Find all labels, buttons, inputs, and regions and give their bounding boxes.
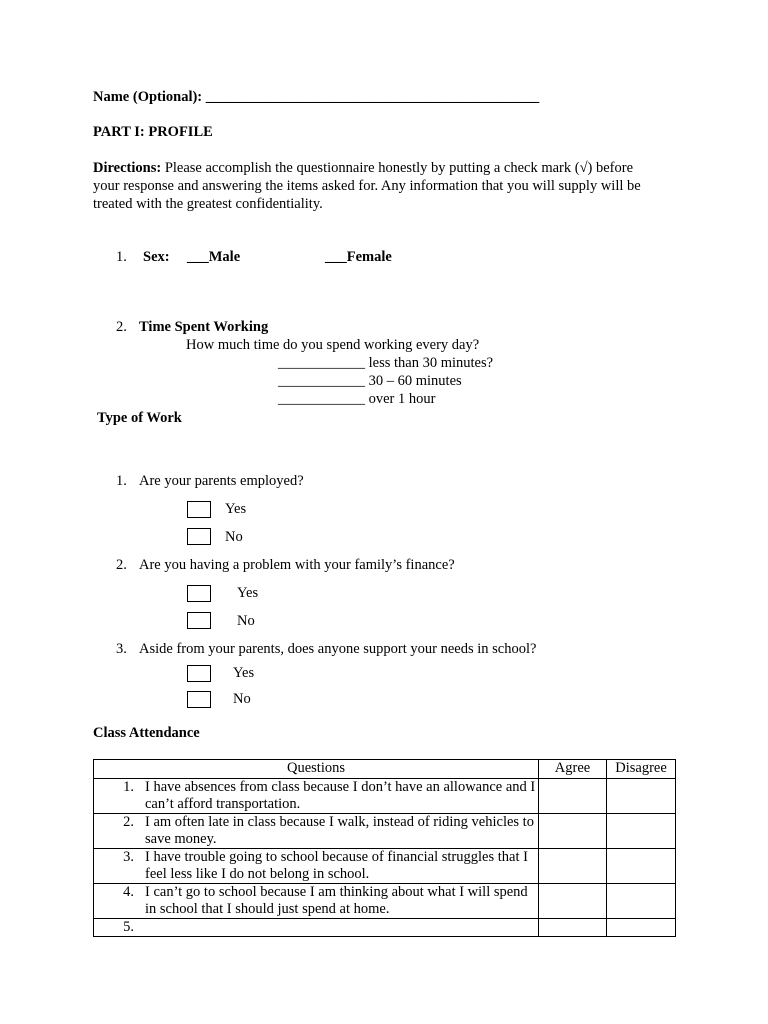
time-option[interactable]: ____________ 30 – 60 minutes <box>278 373 462 389</box>
option-label-yes: Yes <box>233 665 255 681</box>
question-number: 2. <box>116 557 127 573</box>
row-number: 4. <box>123 884 134 900</box>
type-of-work-heading: Type of Work <box>97 410 182 426</box>
disagree-cell[interactable] <box>607 849 676 884</box>
agree-cell[interactable] <box>539 884 607 919</box>
directions-line-1: Directions: Please accomplish the questionnaire honestly by putting a check mark (√) before <box>93 160 634 176</box>
row-number: 1. <box>123 779 134 795</box>
row-text: I have absences from class because I don’t have an allowance and I can’t afford transportation. <box>145 779 536 812</box>
class-attendance-table <box>93 759 676 937</box>
sex-option-female[interactable]: ___Female <box>325 249 392 265</box>
time-spent-question: How much time do you spend working every day? <box>186 337 480 353</box>
row-text: I am often late in class because I walk, instead of riding vehicles to save money. <box>145 814 534 847</box>
column-header-questions: Questions <box>94 760 539 779</box>
part-heading: PART I: PROFILE <box>93 124 213 140</box>
column-header-agree: Agree <box>539 760 607 779</box>
agree-cell[interactable] <box>539 849 607 884</box>
time-spent-number: 2. <box>116 319 127 335</box>
checkbox-yes[interactable] <box>187 665 211 682</box>
checkbox-yes[interactable] <box>187 585 211 602</box>
question-cell <box>94 884 539 919</box>
name-label: Name (Optional): <box>93 89 206 105</box>
table-row <box>94 779 676 814</box>
question-text: Are your parents employed? <box>139 473 304 489</box>
option-label-no: No <box>233 691 251 707</box>
checkbox-no[interactable] <box>187 691 211 708</box>
directions-label: Directions: <box>93 160 162 176</box>
row-number: 2. <box>123 814 134 830</box>
question-cell <box>94 814 539 849</box>
question-text: Aside from your parents, does anyone support your needs in school? <box>139 641 537 657</box>
name-blank[interactable]: ______________________________________________ <box>205 89 540 105</box>
row-text: I can’t go to school because I am thinking about what I will spend in school that I should just spend at home. <box>145 884 528 917</box>
table-row <box>94 884 676 919</box>
checkbox-no[interactable] <box>187 528 211 545</box>
question-cell <box>94 919 539 937</box>
row-number: 5. <box>123 919 134 935</box>
agree-cell[interactable] <box>539 779 607 814</box>
table-row <box>94 919 676 937</box>
row-number: 3. <box>123 849 134 865</box>
time-option[interactable]: ____________ over 1 hour <box>278 391 436 407</box>
question-cell <box>94 849 539 884</box>
directions-line-3: treated with the greatest confidentiality. <box>93 196 323 212</box>
disagree-cell[interactable] <box>607 814 676 849</box>
table-header-row <box>94 760 676 779</box>
class-attendance-heading: Class Attendance <box>93 725 200 741</box>
question-number: 3. <box>116 641 127 657</box>
option-label-yes: Yes <box>237 585 259 601</box>
name-field[interactable] <box>93 88 539 106</box>
question-number: 1. <box>116 473 127 489</box>
disagree-cell[interactable] <box>607 779 676 814</box>
time-option[interactable]: ____________ less than 30 minutes? <box>278 355 494 371</box>
table-row <box>94 849 676 884</box>
disagree-cell[interactable] <box>607 884 676 919</box>
option-label-yes: Yes <box>225 501 247 517</box>
sex-number: 1. <box>116 249 127 265</box>
agree-cell[interactable] <box>539 814 607 849</box>
checkbox-no[interactable] <box>187 612 211 629</box>
question-text: Are you having a problem with your family’s finance? <box>139 557 455 573</box>
table-row <box>94 814 676 849</box>
column-header-disagree: Disagree <box>607 760 676 779</box>
question-cell <box>94 779 539 814</box>
row-text: I have trouble going to school because of financial struggles that I feel less like I do not belong in school. <box>145 849 528 882</box>
sex-label: Sex: <box>143 249 170 265</box>
checkbox-yes[interactable] <box>187 501 211 518</box>
agree-cell[interactable] <box>539 919 607 937</box>
option-label-no: No <box>237 613 255 629</box>
disagree-cell[interactable] <box>607 919 676 937</box>
option-label-no: No <box>225 529 243 545</box>
directions-line-2: your response and answering the items asked for. Any information that you will supply will be <box>93 178 641 194</box>
time-spent-heading: Time Spent Working <box>139 319 269 335</box>
sex-option-male[interactable]: ___Male <box>187 249 241 265</box>
